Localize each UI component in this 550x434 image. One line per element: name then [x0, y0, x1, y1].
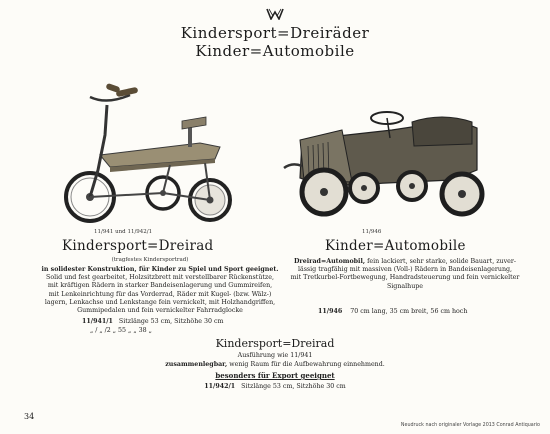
folding-tricycle-spec: [0, 383, 550, 391]
reprint-credit: Neudruck nach originaler Vorlage 2013 Conrad Antiquario: [400, 423, 540, 428]
tricycle-spec-code: 11/941/1: [82, 318, 113, 325]
automobile-description: [282, 258, 528, 291]
tricycle-illustration: [60, 75, 240, 227]
automobile-body-line: lässig tragfähig mit massiven (Voll-) Rädern in Bandeisenlagerung,: [297, 266, 513, 274]
folding-tricycle-export: besonders für Export geeignet: [215, 371, 335, 380]
tricycle-body-line: Solid und fest gearbeitet, Holzsitzbrett mit verstellbarer Rückenstütze,: [46, 274, 274, 282]
tricycle-spec: [82, 318, 224, 326]
tricycle-body-line: mit kräftigen Rädern in starker Bandeisenlagerung und Gummireifen,: [47, 282, 273, 290]
tricycle-spec-ditto: „ / „ /2 „ 55 „ „ 38 „: [90, 327, 152, 334]
automobile-spec: [318, 308, 467, 316]
automobile-body-line: fein lackiert, sehr starke, solide Bauart, zuver-: [367, 258, 517, 265]
automobile-body-line: mit Tretkurbel-Fortbewegung, Handradsteuerung und fein vernickelter: [290, 274, 520, 282]
tricycle-body-line: Gummipedalen und fein vernickelter Fahrradglocke: [77, 307, 243, 315]
tricycle-subheading: (tragfestes Kindersportrad): [111, 257, 189, 263]
page-title-line2: Kinder=Automobile: [195, 42, 355, 60]
pedal-car-caption: 11/946: [362, 229, 382, 235]
folding-tricycle-heading: Kindersport=Dreirad: [215, 337, 335, 350]
tricycle-lead: in solidester Konstruktion, für Kinder zu Spiel und Sport geeignet.: [41, 266, 279, 273]
automobile-spec-code: 11/946: [318, 308, 343, 315]
folding-tricycle-line2-bold: zusammenlegbar,: [165, 361, 228, 368]
tricycle-body-line: lagern, Lenkachse und Lenkstange fein vernickelt, mit Holzhandgriffen,: [44, 298, 276, 306]
pedal-car-illustration: [282, 100, 502, 222]
automobile-lead: Dreirad=Automobil,: [293, 258, 366, 265]
tricycle-caption: 11/941 und 11/942/1: [94, 229, 153, 235]
crossed-w-logo-icon: [266, 8, 284, 20]
folding-tricycle-spec-text: Sitzlänge 53 cm, Sitzhöhe 30 cm: [241, 383, 346, 390]
folding-tricycle-line2-rest: wenig Raum für die Aufbewahrung einnehmend.: [229, 361, 385, 368]
tricycle-heading: Kindersport=Dreirad: [62, 238, 214, 254]
folding-tricycle-spec-code: 11/942/1: [204, 383, 236, 390]
tricycle-body-line: mit Lenkeinrichtung für das Vorderrad, Räder mit Kugel- (bzw. Wälz-): [48, 290, 272, 298]
automobile-spec-text: 70 cm lang, 35 cm breit, 56 cm hoch: [350, 308, 468, 315]
tricycle-description: [40, 266, 280, 315]
folding-tricycle-line2: [0, 361, 550, 369]
page-title-line1: Kindersport=Dreiräder: [180, 24, 370, 42]
automobile-heading: Kinder=Automobile: [325, 238, 466, 254]
automobile-body-line: Signalhupe: [386, 282, 424, 290]
folding-tricycle-line1: Ausführung wie 11/941: [237, 352, 313, 359]
page-number: 34: [24, 412, 35, 421]
tricycle-spec-text: Sitzlänge 53 cm, Sitzhöhe 30 cm: [118, 318, 224, 325]
